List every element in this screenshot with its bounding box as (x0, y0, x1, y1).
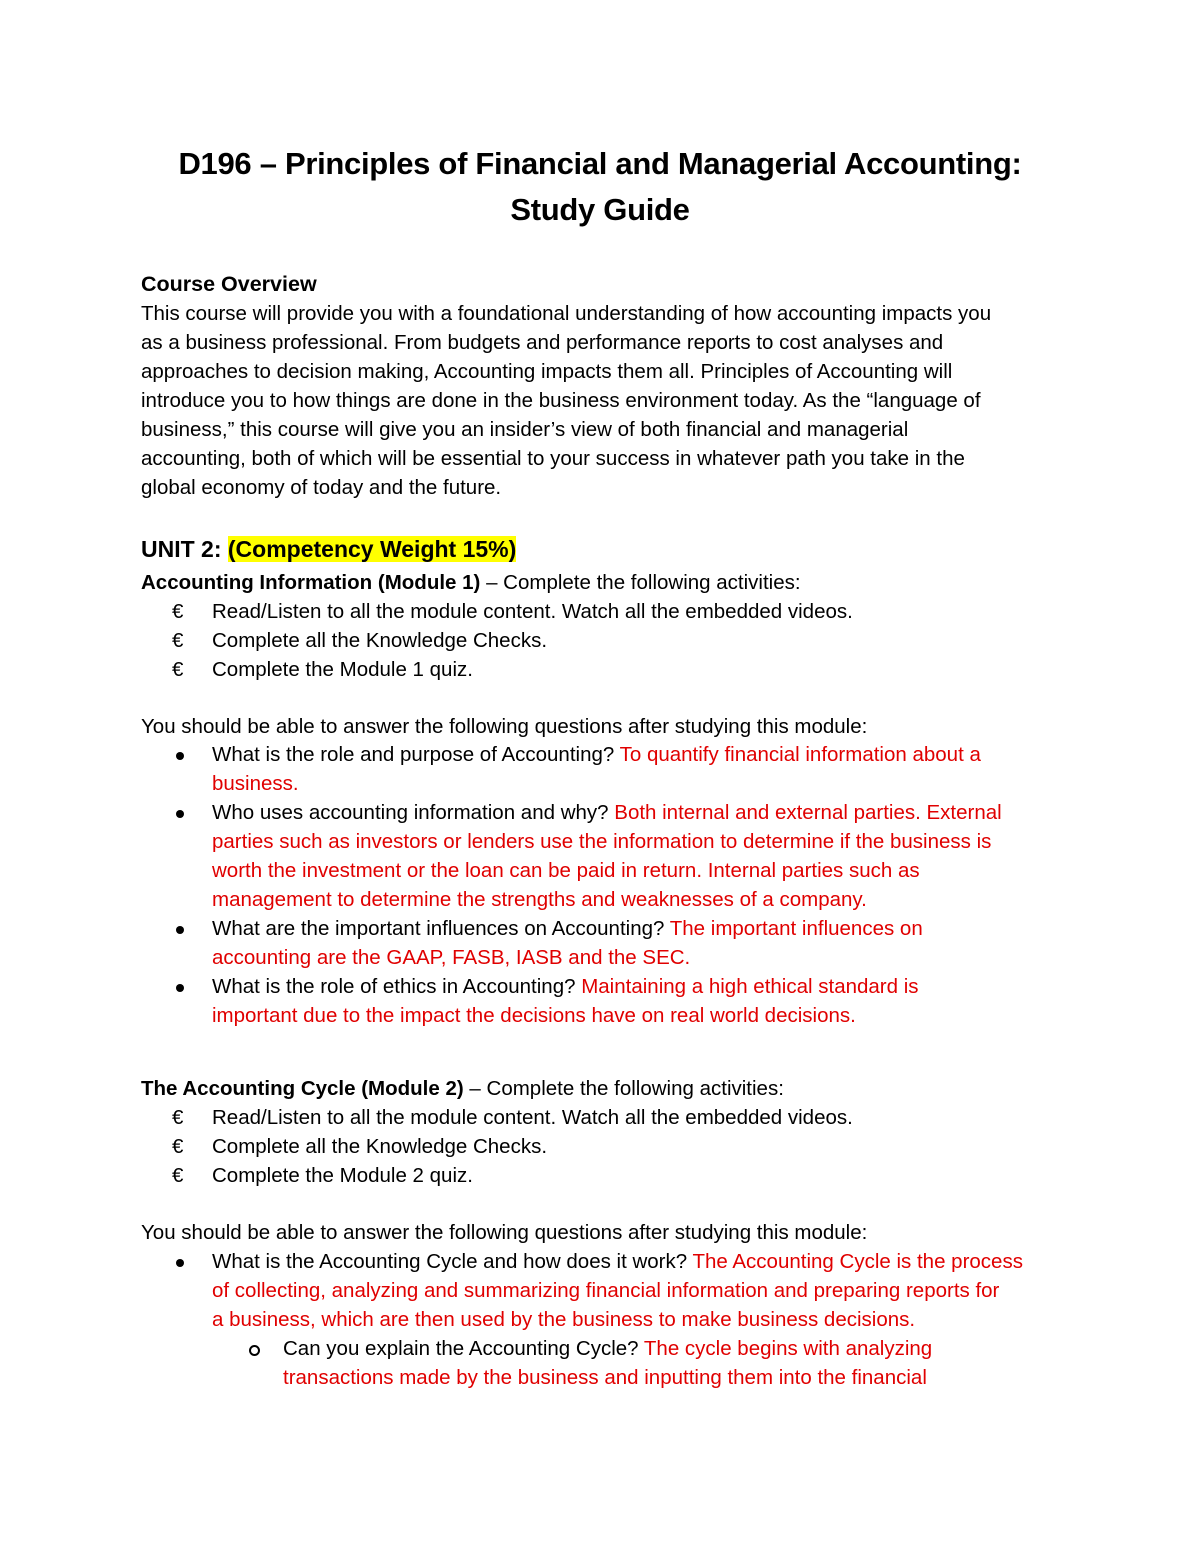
question-text: What are the important influences on Accounting? (212, 917, 670, 940)
answer-text: accounting are the GAAP, FASB, IASB and the SEC. (212, 946, 691, 969)
overview-line: as a business professional. From budgets and performance reports to cost analyses and (141, 331, 944, 354)
answer-text: management to determine the strengths and weaknesses of a company. (212, 888, 867, 911)
bullet-icon (176, 984, 184, 992)
question-item (212, 743, 981, 767)
overview-line: This course will provide you with a foundational understanding of how accounting impacts you (141, 302, 992, 325)
module-1-heading (141, 571, 801, 595)
euro-bullet-icon: € (172, 1135, 184, 1158)
euro-bullet-icon: € (172, 600, 184, 623)
activity-item: Complete all the Knowledge Checks. (212, 1135, 548, 1158)
course-overview-heading: Course Overview (141, 272, 317, 296)
answer-text: Maintaining a high ethical standard is (581, 975, 919, 998)
answer-text: Both internal and external parties. External (614, 801, 1002, 824)
overview-line: accounting, both of which will be essential to your success in whatever path you take in the (141, 447, 965, 470)
answer-text: worth the investment or the loan can be paid in return. Internal parties such as (212, 859, 920, 882)
module-2-title: The Accounting Cycle (Module 2) (141, 1077, 464, 1100)
activity-item: Read/Listen to all the module content. Watch all the embedded videos. (212, 600, 853, 623)
question-item (212, 975, 919, 999)
question-text: Can you explain the Accounting Cycle? (283, 1337, 644, 1360)
overview-line: business,” this course will give you an insider’s view of both financial and managerial (141, 418, 909, 441)
bullet-icon (176, 926, 184, 934)
question-text: Who uses accounting information and why? (212, 801, 615, 824)
question-item (212, 801, 1002, 825)
question-item (212, 917, 923, 941)
euro-bullet-icon: € (172, 658, 184, 681)
activity-item: Read/Listen to all the module content. Watch all the embedded videos. (212, 1106, 853, 1129)
questions-intro: You should be able to answer the following questions after studying this module: (141, 1221, 868, 1244)
euro-bullet-icon: € (172, 1164, 184, 1187)
question-text: What is the role and purpose of Accounting? (212, 743, 620, 766)
activity-item: Complete the Module 2 quiz. (212, 1164, 473, 1187)
question-item (212, 1250, 1023, 1274)
answer-text: The cycle begins with analyzing (643, 1337, 933, 1360)
euro-bullet-icon: € (172, 629, 184, 652)
module-2-suffix: – Complete the following activities: (463, 1077, 784, 1100)
answer-text: of collecting, analyzing and summarizing financial information and preparing reports for (212, 1279, 1000, 1302)
module-2-heading (141, 1077, 784, 1101)
questions-intro: You should be able to answer the following questions after studying this module: (141, 715, 868, 738)
competency-weight: (Competency Weight 15%) (227, 536, 517, 562)
question-text: What is the role of ethics in Accounting? (212, 975, 582, 998)
bullet-icon (176, 1259, 184, 1267)
bullet-icon (176, 810, 184, 818)
bullet-icon (176, 752, 184, 760)
question-text: What is the Accounting Cycle and how does it work? (212, 1250, 693, 1273)
unit-heading (141, 536, 516, 563)
circle-bullet-icon (249, 1345, 260, 1356)
answer-text: transactions made by the business and inputting them into the financial (283, 1366, 927, 1389)
answer-text: a business, which are then used by the business to make business decisions. (212, 1308, 916, 1331)
euro-bullet-icon: € (172, 1106, 184, 1129)
answer-text: The Accounting Cycle is the process (692, 1250, 1023, 1273)
module-1-suffix: – Complete the following activities: (480, 571, 801, 594)
activity-item: Complete all the Knowledge Checks. (212, 629, 548, 652)
page-subtitle: Study Guide (510, 192, 690, 227)
activity-item: Complete the Module 1 quiz. (212, 658, 473, 681)
page-title: D196 – Principles of Financial and Managerial Accounting: (178, 146, 1022, 181)
overview-line: approaches to decision making, Accounting impacts them all. Principles of Accounting will (141, 360, 953, 383)
unit-label: UNIT 2: (141, 536, 228, 562)
answer-text: important due to the impact the decisions have on real world decisions. (212, 1004, 856, 1027)
sub-question-item (283, 1337, 932, 1361)
answer-text: To quantify financial information about a (619, 743, 981, 766)
answer-text: The important influences on (669, 917, 923, 940)
overview-line: global economy of today and the future. (141, 476, 502, 499)
answer-text: parties such as investors or lenders use the information to determine if the business is (212, 830, 992, 853)
module-1-title: Accounting Information (Module 1) (141, 571, 481, 594)
overview-line: introduce you to how things are done in the business environment today. As the “language of (141, 389, 981, 412)
answer-text: business. (212, 772, 299, 795)
